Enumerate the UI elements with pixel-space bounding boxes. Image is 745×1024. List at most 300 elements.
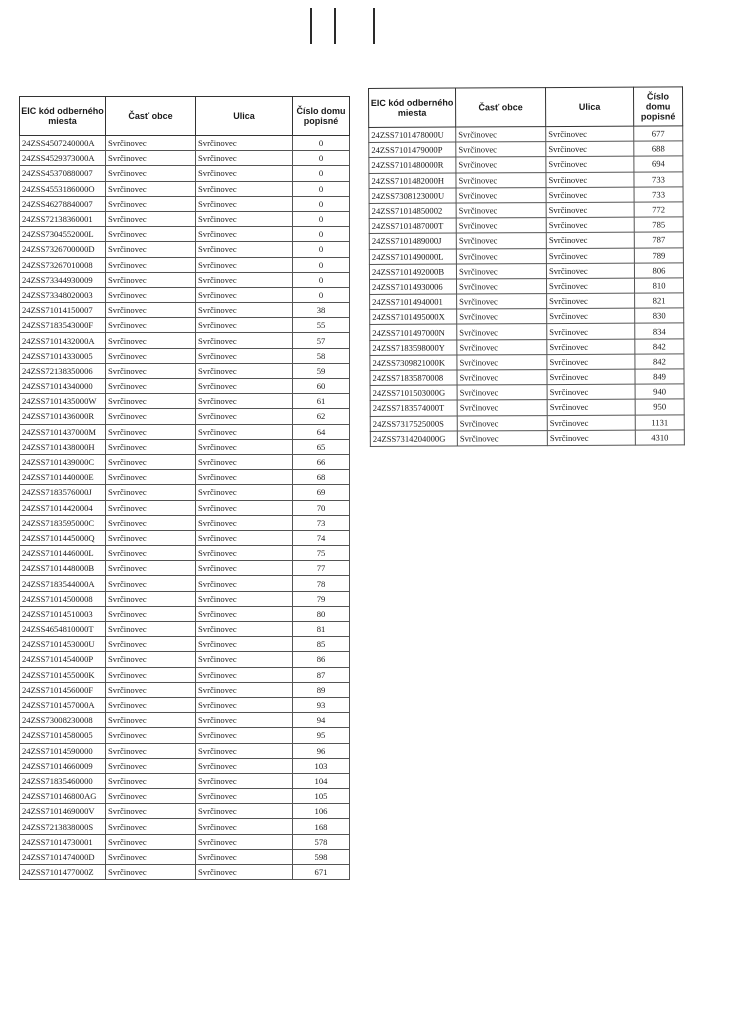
street-cell: Svrčinovec: [546, 126, 634, 142]
house-number-cell: 69: [293, 485, 350, 500]
table-row: [20, 303, 350, 318]
street-cell: Svrčinovec: [196, 409, 293, 424]
street-cell: Svrčinovec: [547, 369, 635, 385]
municipality-part-cell: Svrčinovec: [456, 157, 546, 173]
street-cell: Svrčinovec: [546, 156, 634, 172]
house-number-cell: 104: [293, 773, 350, 788]
house-number-cell: 578: [293, 834, 350, 849]
eic-code-cell: 24ZSS7213838000S: [20, 819, 106, 834]
house-number-cell: 842: [635, 338, 684, 353]
street-cell: Svrčinovec: [196, 196, 293, 211]
street-cell: Svrčinovec: [546, 202, 634, 218]
municipality-part-cell: Svrčinovec: [106, 196, 196, 211]
street-cell: Svrčinovec: [546, 232, 634, 248]
municipality-part-cell: Svrčinovec: [106, 697, 196, 712]
house-number-cell: 105: [293, 789, 350, 804]
house-number-cell: 38: [293, 303, 350, 318]
street-cell: Svrčinovec: [196, 470, 293, 485]
street-cell: Svrčinovec: [546, 141, 634, 157]
street-cell: Svrčinovec: [196, 287, 293, 302]
street-cell: Svrčinovec: [547, 293, 635, 309]
house-number-cell: 830: [635, 308, 684, 323]
municipality-part-cell: Svrčinovec: [457, 400, 547, 416]
eic-code-cell: 24ZSS7101474000D: [20, 849, 106, 864]
house-number-cell: 75: [293, 546, 350, 561]
house-number-cell: 93: [293, 697, 350, 712]
street-cell: Svrčinovec: [196, 606, 293, 621]
table-row: [20, 561, 350, 576]
house-number-cell: 821: [635, 293, 684, 308]
eic-code-cell: 24ZSS4553186000O: [20, 181, 106, 196]
house-number-cell: 688: [634, 141, 683, 156]
eic-code-cell: 24ZSS71014330005: [20, 348, 106, 363]
table-row: [370, 278, 684, 295]
street-cell: Svrčinovec: [196, 697, 293, 712]
house-number-cell: 940: [635, 384, 684, 399]
house-number-cell: 87: [293, 667, 350, 682]
table-row: [370, 308, 684, 325]
street-cell: Svrčinovec: [546, 187, 634, 203]
municipality-part-cell: Svrčinovec: [106, 682, 196, 697]
house-number-cell: 0: [293, 227, 350, 242]
margin-mark-3: [373, 8, 375, 44]
house-number-cell: 0: [293, 257, 350, 272]
house-number-cell: 0: [293, 151, 350, 166]
municipality-part-cell: Svrčinovec: [457, 354, 547, 370]
house-number-cell: 55: [293, 318, 350, 333]
header-eic-code: EIC kód odberného miesta: [369, 88, 456, 127]
house-number-cell: 103: [293, 758, 350, 773]
house-number-cell: 733: [634, 171, 683, 186]
eic-code-cell: 24ZSS71835460000: [20, 773, 106, 788]
eic-code-cell: 24ZSS73267010008: [20, 257, 106, 272]
eic-code-cell: 24ZSS46278840007: [20, 196, 106, 211]
municipality-part-cell: Svrčinovec: [106, 439, 196, 454]
header-municipality-part: Časť obce: [106, 97, 196, 136]
street-cell: Svrčinovec: [547, 399, 635, 415]
street-cell: Svrčinovec: [547, 324, 635, 340]
house-number-cell: 58: [293, 348, 350, 363]
eic-code-cell: 24ZSS71014930006: [370, 279, 457, 295]
house-number-cell: 785: [634, 217, 683, 232]
street-cell: Svrčinovec: [196, 500, 293, 515]
table-row: [20, 348, 350, 363]
table-row: [20, 515, 350, 530]
street-cell: Svrčinovec: [196, 667, 293, 682]
municipality-part-cell: Svrčinovec: [106, 865, 196, 880]
house-number-cell: 671: [293, 865, 350, 880]
municipality-part-cell: Svrčinovec: [106, 454, 196, 469]
table-row: [20, 743, 350, 758]
eic-code-cell: 24ZSS7101448000B: [20, 561, 106, 576]
house-number-cell: 80: [293, 606, 350, 621]
eic-code-cell: 24ZSS7101482000H: [369, 173, 456, 189]
house-number-cell: 106: [293, 804, 350, 819]
street-cell: Svrčinovec: [196, 272, 293, 287]
house-number-cell: 81: [293, 622, 350, 637]
municipality-part-cell: Svrčinovec: [457, 370, 547, 386]
house-number-cell: 89: [293, 682, 350, 697]
table-row: [20, 834, 350, 849]
eic-code-cell: 24ZSS7101487000T: [369, 218, 456, 234]
house-number-cell: 677: [634, 126, 683, 141]
street-cell: Svrčinovec: [196, 166, 293, 181]
table-row: [370, 414, 684, 431]
street-cell: Svrčinovec: [196, 242, 293, 257]
margin-mark-2: [334, 8, 336, 44]
municipality-part-cell: Svrčinovec: [106, 470, 196, 485]
municipality-part-cell: Svrčinovec: [106, 576, 196, 591]
street-cell: Svrčinovec: [196, 379, 293, 394]
table-row: [369, 247, 683, 264]
municipality-part-cell: Svrčinovec: [106, 287, 196, 302]
table-row: [20, 591, 350, 606]
eic-code-cell: 24ZSS7101503000G: [370, 385, 457, 401]
table-row: [370, 323, 684, 340]
header-municipality-part: Časť obce: [456, 88, 546, 127]
municipality-part-cell: Svrčinovec: [106, 804, 196, 819]
street-cell: Svrčinovec: [546, 278, 634, 294]
table-row: [20, 272, 350, 287]
eic-code-cell: 24ZSS7183543000F: [20, 318, 106, 333]
municipality-part-cell: Svrčinovec: [106, 728, 196, 743]
municipality-part-cell: Svrčinovec: [106, 257, 196, 272]
house-number-cell: 68: [293, 470, 350, 485]
eic-code-cell: 24ZSS71014500008: [20, 591, 106, 606]
municipality-part-cell: Svrčinovec: [106, 667, 196, 682]
street-cell: Svrčinovec: [196, 804, 293, 819]
table-body-left: [20, 136, 350, 880]
header-street: Ulica: [546, 87, 634, 126]
eic-code-cell: 24ZSS7314204000G: [370, 431, 457, 447]
table-row: [20, 697, 350, 712]
house-number-cell: 73: [293, 515, 350, 530]
eic-code-cell: 24ZSS7183598000Y: [370, 340, 457, 356]
eic-code-cell: 24ZSS73008230008: [20, 713, 106, 728]
table-row: [20, 409, 350, 424]
eic-code-cell: 24ZSS7183544000A: [20, 576, 106, 591]
table-row: [20, 287, 350, 302]
eic-code-cell: 24ZSS45370880007: [20, 166, 106, 181]
house-number-cell: 96: [293, 743, 350, 758]
header-house-number: Číslo domu popisné: [633, 87, 682, 126]
street-cell: Svrčinovec: [196, 394, 293, 409]
table-row: [369, 217, 683, 234]
house-number-cell: 0: [293, 196, 350, 211]
street-cell: Svrčinovec: [546, 172, 634, 188]
delivery-points-table-right: [368, 86, 685, 447]
table-row: [369, 156, 683, 173]
header-house-number: Číslo domu popisné: [293, 97, 350, 136]
municipality-part-cell: Svrčinovec: [106, 758, 196, 773]
municipality-part-cell: Svrčinovec: [106, 151, 196, 166]
municipality-part-cell: Svrčinovec: [456, 233, 546, 249]
municipality-part-cell: Svrčinovec: [106, 318, 196, 333]
municipality-part-cell: Svrčinovec: [106, 166, 196, 181]
municipality-part-cell: Svrčinovec: [106, 622, 196, 637]
table-row: [370, 430, 684, 447]
table-row: [20, 849, 350, 864]
street-cell: Svrčinovec: [196, 728, 293, 743]
street-cell: Svrčinovec: [196, 227, 293, 242]
street-cell: Svrčinovec: [546, 248, 634, 264]
table-row: [369, 232, 683, 249]
street-cell: Svrčinovec: [196, 743, 293, 758]
house-number-cell: 772: [634, 202, 683, 217]
table-body-right: [369, 126, 685, 447]
house-number-cell: 842: [635, 354, 684, 369]
municipality-part-cell: Svrčinovec: [106, 773, 196, 788]
table-row: [20, 530, 350, 545]
table-row: [20, 196, 350, 211]
municipality-part-cell: Svrčinovec: [456, 172, 546, 188]
eic-code-cell: 24ZSS7309821000K: [370, 355, 457, 371]
municipality-part-cell: Svrčinovec: [457, 309, 547, 325]
table-row: [20, 379, 350, 394]
table-row: [20, 819, 350, 834]
eic-code-cell: 24ZSS4529373000A: [20, 151, 106, 166]
municipality-part-cell: Svrčinovec: [106, 743, 196, 758]
table-row: [20, 211, 350, 226]
table-row: [20, 606, 350, 621]
table-row: [369, 171, 683, 188]
municipality-part-cell: Svrčinovec: [106, 591, 196, 606]
municipality-part-cell: Svrčinovec: [457, 339, 547, 355]
eic-code-cell: 24ZSS7101456000F: [20, 682, 106, 697]
street-cell: Svrčinovec: [196, 652, 293, 667]
table-row: [20, 136, 350, 151]
eic-code-cell: 24ZSS7317525000S: [370, 416, 457, 432]
eic-code-cell: 24ZSS71014940001: [370, 294, 457, 310]
eic-code-cell: 24ZSS7101435000W: [20, 394, 106, 409]
street-cell: Svrčinovec: [196, 136, 293, 151]
municipality-part-cell: Svrčinovec: [106, 713, 196, 728]
street-cell: Svrčinovec: [196, 834, 293, 849]
house-number-cell: 62: [293, 409, 350, 424]
header-eic-code: EIC kód odberného miesta: [20, 97, 106, 136]
table-row: [369, 263, 683, 280]
eic-code-cell: 24ZSS71014580005: [20, 728, 106, 743]
house-number-cell: 1131: [635, 414, 684, 429]
table-row: [20, 257, 350, 272]
municipality-part-cell: Svrčinovec: [106, 515, 196, 530]
eic-code-cell: 24ZSS7101439000C: [20, 454, 106, 469]
municipality-part-cell: Svrčinovec: [106, 849, 196, 864]
eic-code-cell: 24ZSS7101495000X: [370, 309, 457, 325]
eic-code-cell: 24ZSS7101489000J: [369, 233, 456, 249]
street-cell: Svrčinovec: [196, 151, 293, 166]
house-number-cell: 78: [293, 576, 350, 591]
street-cell: Svrčinovec: [547, 415, 635, 431]
house-number-cell: 70: [293, 500, 350, 515]
header-row: [369, 87, 683, 128]
eic-code-cell: 24ZSS71014850002: [369, 203, 456, 219]
house-number-cell: 950: [635, 399, 684, 414]
municipality-part-cell: Svrčinovec: [106, 242, 196, 257]
table-row: [20, 151, 350, 166]
house-number-cell: 61: [293, 394, 350, 409]
table-row: [370, 338, 684, 355]
street-cell: Svrčinovec: [196, 849, 293, 864]
table-row: [20, 500, 350, 515]
street-cell: Svrčinovec: [196, 515, 293, 530]
house-number-cell: 733: [634, 187, 683, 202]
municipality-part-cell: Svrčinovec: [457, 415, 547, 431]
eic-code-cell: 24ZSS7101440000E: [20, 470, 106, 485]
table-row: [20, 652, 350, 667]
municipality-part-cell: Svrčinovec: [106, 136, 196, 151]
house-number-cell: 4310: [635, 430, 684, 445]
table-row: [370, 354, 684, 371]
table-row: [20, 485, 350, 500]
house-number-cell: 85: [293, 637, 350, 652]
table-row: [370, 293, 684, 310]
street-cell: Svrčinovec: [547, 430, 635, 446]
eic-code-cell: 24ZSS72138350006: [20, 363, 106, 378]
street-cell: Svrčinovec: [196, 318, 293, 333]
street-cell: Svrčinovec: [196, 637, 293, 652]
street-cell: Svrčinovec: [196, 819, 293, 834]
eic-code-cell: 24ZSS7101453000U: [20, 637, 106, 652]
street-cell: Svrčinovec: [547, 308, 635, 324]
house-number-cell: 95: [293, 728, 350, 743]
municipality-part-cell: Svrčinovec: [106, 819, 196, 834]
table-row: [20, 439, 350, 454]
table-row: [370, 399, 684, 416]
eic-code-cell: 24ZSS73348020003: [20, 287, 106, 302]
eic-code-cell: 24ZSS7308123000U: [369, 188, 456, 204]
eic-code-cell: 24ZSS7101455000K: [20, 667, 106, 682]
municipality-part-cell: Svrčinovec: [457, 385, 547, 401]
table-row: [20, 333, 350, 348]
house-number-cell: 0: [293, 181, 350, 196]
municipality-part-cell: Svrčinovec: [456, 218, 546, 234]
table-row: [20, 470, 350, 485]
municipality-part-cell: Svrčinovec: [456, 203, 546, 219]
eic-code-cell: 24ZSS7326700000D: [20, 242, 106, 257]
street-cell: Svrčinovec: [196, 181, 293, 196]
municipality-part-cell: Svrčinovec: [106, 424, 196, 439]
street-cell: Svrčinovec: [547, 384, 635, 400]
municipality-part-cell: Svrčinovec: [106, 394, 196, 409]
table-row: [20, 728, 350, 743]
street-cell: Svrčinovec: [196, 530, 293, 545]
table-row: [20, 181, 350, 196]
margin-mark-1: [310, 8, 312, 44]
table-row: [20, 667, 350, 682]
street-cell: Svrčinovec: [196, 454, 293, 469]
house-number-cell: 66: [293, 454, 350, 469]
municipality-part-cell: Svrčinovec: [456, 142, 546, 158]
house-number-cell: 57: [293, 333, 350, 348]
house-number-cell: 694: [634, 156, 683, 171]
table-row: [20, 318, 350, 333]
street-cell: Svrčinovec: [196, 257, 293, 272]
table-row: [20, 637, 350, 652]
house-number-cell: 0: [293, 166, 350, 181]
street-cell: Svrčinovec: [546, 217, 634, 233]
street-cell: Svrčinovec: [196, 576, 293, 591]
street-cell: Svrčinovec: [196, 758, 293, 773]
street-cell: Svrčinovec: [196, 561, 293, 576]
house-number-cell: 168: [293, 819, 350, 834]
street-cell: Svrčinovec: [196, 773, 293, 788]
eic-code-cell: 24ZSS710146800AG: [20, 789, 106, 804]
municipality-part-cell: Svrčinovec: [456, 187, 546, 203]
table-row: [20, 622, 350, 637]
street-cell: Svrčinovec: [547, 354, 635, 370]
eic-code-cell: 24ZSS71835870008: [370, 370, 457, 386]
house-number-cell: 806: [634, 263, 683, 278]
street-cell: Svrčinovec: [196, 303, 293, 318]
table-row: [370, 384, 684, 401]
eic-code-cell: 24ZSS7101437000M: [20, 424, 106, 439]
eic-code-cell: 24ZSS7101497000N: [370, 324, 457, 340]
street-cell: Svrčinovec: [196, 348, 293, 363]
municipality-part-cell: Svrčinovec: [457, 294, 547, 310]
municipality-part-cell: Svrčinovec: [106, 530, 196, 545]
municipality-part-cell: Svrčinovec: [106, 500, 196, 515]
eic-code-cell: 24ZSS7101490000L: [369, 249, 456, 265]
eic-code-cell: 24ZSS7101454000P: [20, 652, 106, 667]
house-number-cell: 834: [635, 323, 684, 338]
eic-code-cell: 24ZSS71014150007: [20, 303, 106, 318]
municipality-part-cell: Svrčinovec: [106, 181, 196, 196]
house-number-cell: 94: [293, 713, 350, 728]
eic-code-cell: 24ZSS7183576000J: [20, 485, 106, 500]
eic-code-cell: 24ZSS73344930009: [20, 272, 106, 287]
street-cell: Svrčinovec: [196, 789, 293, 804]
eic-code-cell: 24ZSS7183574000T: [370, 400, 457, 416]
house-number-cell: 849: [635, 369, 684, 384]
house-number-cell: 86: [293, 652, 350, 667]
eic-code-cell: 24ZSS71014420004: [20, 500, 106, 515]
house-number-cell: 64: [293, 424, 350, 439]
eic-code-cell: 24ZSS71014340000: [20, 379, 106, 394]
municipality-part-cell: Svrčinovec: [106, 227, 196, 242]
municipality-part-cell: Svrčinovec: [457, 430, 547, 446]
municipality-part-cell: Svrčinovec: [106, 409, 196, 424]
eic-code-cell: 24ZSS4507240000A: [20, 136, 106, 151]
municipality-part-cell: Svrčinovec: [106, 211, 196, 226]
table-row: [20, 576, 350, 591]
street-cell: Svrčinovec: [196, 591, 293, 606]
table-row: [20, 713, 350, 728]
municipality-part-cell: Svrčinovec: [106, 363, 196, 378]
eic-code-cell: 24ZSS7101480000R: [369, 157, 456, 173]
eic-code-cell: 24ZSS7101445000Q: [20, 530, 106, 545]
house-number-cell: 0: [293, 242, 350, 257]
municipality-part-cell: Svrčinovec: [106, 546, 196, 561]
municipality-part-cell: Svrčinovec: [106, 303, 196, 318]
municipality-part-cell: Svrčinovec: [106, 637, 196, 652]
table-row: [20, 758, 350, 773]
street-cell: Svrčinovec: [196, 713, 293, 728]
municipality-part-cell: Svrčinovec: [457, 278, 547, 294]
table-row: [20, 804, 350, 819]
delivery-points-table-left: [19, 96, 350, 880]
table-row: [20, 166, 350, 181]
street-cell: Svrčinovec: [196, 865, 293, 880]
house-number-cell: 789: [634, 247, 683, 262]
municipality-part-cell: Svrčinovec: [457, 324, 547, 340]
eic-code-cell: 24ZSS7101457000A: [20, 697, 106, 712]
table-row: [20, 363, 350, 378]
table-row: [369, 202, 683, 219]
table-row: [20, 773, 350, 788]
eic-code-cell: 24ZSS71014730001: [20, 834, 106, 849]
street-cell: Svrčinovec: [196, 363, 293, 378]
